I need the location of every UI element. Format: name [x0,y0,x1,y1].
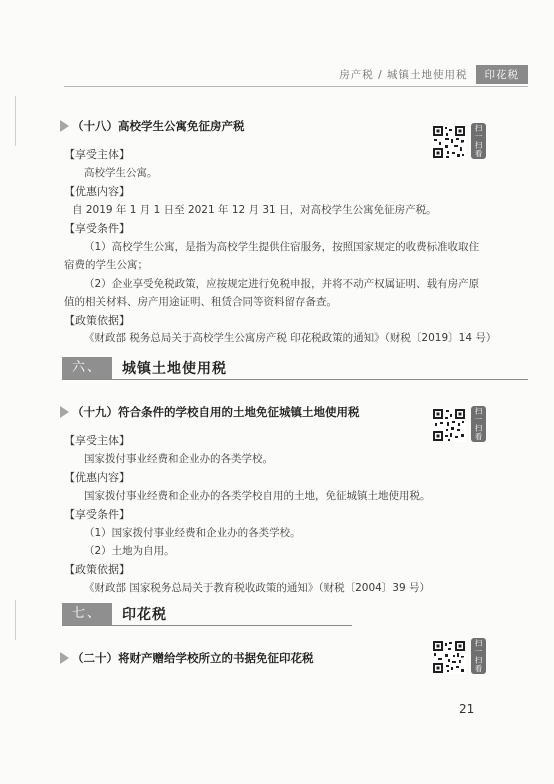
label-beneficiary: 【享受主体】 [64,434,130,447]
item-20-title: （二十）将财产赠给学校所立的书据免征印花税 [72,651,314,665]
item-18-heading [60,118,245,134]
page-number: 21 [459,702,475,716]
text-line: （1）国家拨付事业经费和企业办的各类学校。 [84,527,301,539]
running-header [339,64,528,84]
header-rule [64,86,528,87]
text-line: 国家拨付事业经费和企业办的各类学校。 [84,453,273,465]
qr-side-tab: 扫一扫看一看 [471,406,486,442]
triangle-marker-icon [60,406,69,418]
item-19-heading [60,404,360,420]
label-preference: 【优惠内容】 [64,471,130,484]
text-line: 高校学生公寓。 [84,167,158,179]
header-tab: 印花税 [476,65,529,84]
text-line: 自 2019 年 1 月 1 日至 2021 年 12 月 31 日，对高校学生公寓免征房产税。 [72,204,437,216]
section-title: 印花税 [122,607,168,623]
section-7-header [62,603,167,625]
item-19-title: （十九）符合条件的学校自用的土地免征城镇土地使用税 [72,405,360,419]
section-rule [62,625,352,626]
label-conditions: 【享受条件】 [64,508,130,521]
text-line: 宿费的学生公寓； [64,259,148,271]
section-number: 七、 [62,603,112,625]
text-line: （1）高校学生公寓，是指为高校学生提供住宿服务，按照国家规定的收费标准收取住 [84,241,480,253]
item-18-title: （十八）高校学生公寓免征房产税 [72,119,245,133]
scan-mark [15,600,16,640]
text-line: （2）土地为自用。 [84,545,175,557]
text-line: （2）企业享受免税政策，应按规定进行免税申报，并将不动产权属证明、载有房产原 [84,278,480,290]
scan-mark [15,96,16,146]
text-line: 值的相关材料、房产用途证明、租赁合同等资料留存备查。 [64,296,337,308]
label-beneficiary: 【享受主体】 [64,148,130,161]
label-preference: 【优惠内容】 [64,185,130,198]
label-conditions: 【享受条件】 [64,222,130,235]
section-title: 城镇土地使用税 [122,361,228,377]
section-6-header [62,357,227,379]
triangle-marker-icon [60,120,69,132]
text-line: 《财政部 税务总局关于高校学生公寓房产税 印花税政策的通知》（财税〔2019〕14 号） [84,332,497,344]
text-line: 国家拨付事业经费和企业办的各类学校自用的土地，免征城镇土地使用税。 [84,490,431,502]
qr-side-tab: 扫一扫看一看 [471,638,486,674]
section-number: 六、 [62,357,112,379]
label-policy-basis: 【政策依据】 [64,314,130,327]
header-subtitle: 房产税 / 城镇土地使用税 [339,68,468,81]
label-policy-basis: 【政策依据】 [64,563,130,576]
qr-side-tab: 扫一扫看一看 [471,123,486,159]
section-rule [62,379,528,380]
text-line: 《财政部 国家税务总局关于教育税收政策的通知》（财税〔2004〕39 号） [84,582,431,594]
triangle-marker-icon [60,652,69,664]
item-20-heading [60,650,314,666]
